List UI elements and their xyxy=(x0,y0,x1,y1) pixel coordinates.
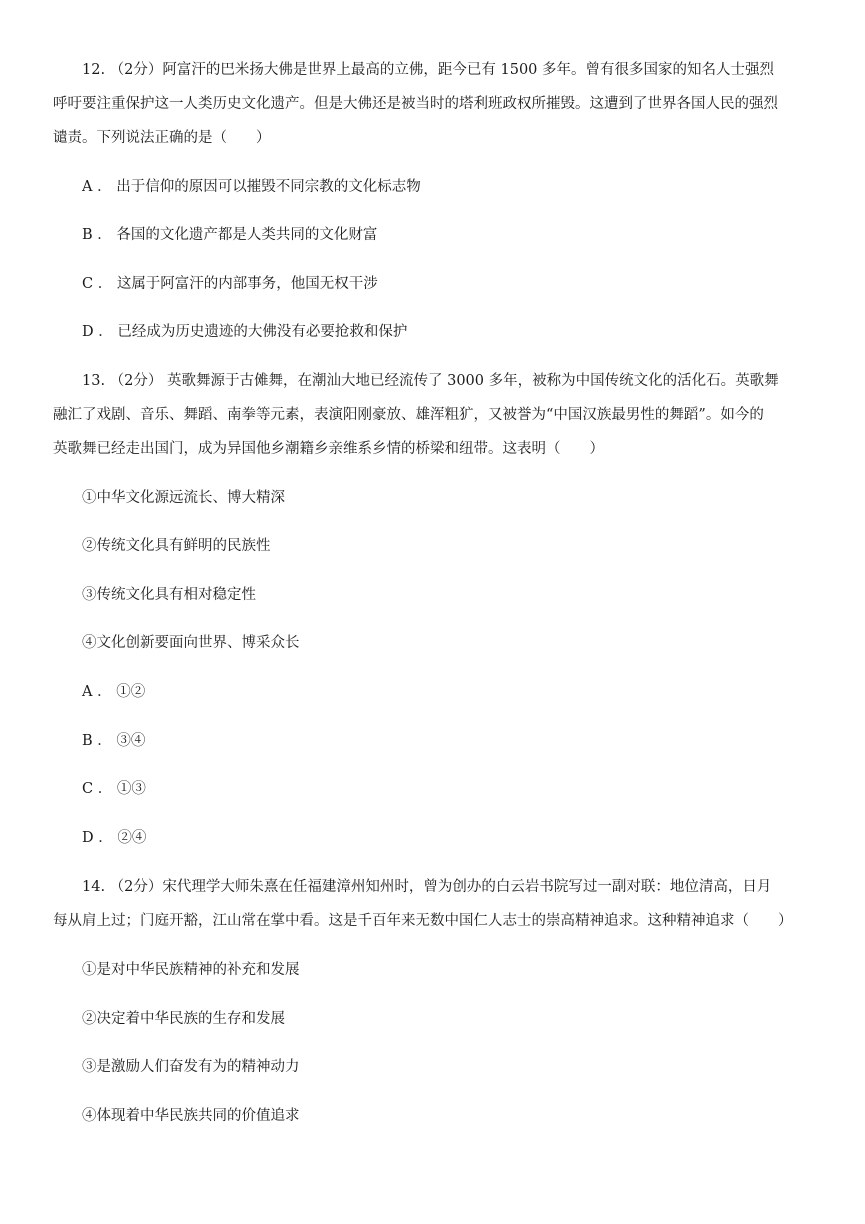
question-13-item-1: ①中华文化源远流长、博大精深 xyxy=(82,490,285,506)
question-13-stem-line-1: 13. （2分） 英歌舞源于古傩舞，在潮汕大地已经流传了 3000 多年，被称为中国传统文化的活化石。英歌舞 xyxy=(82,373,779,389)
question-14-item-2: ②决定着中华民族的生存和发展 xyxy=(82,1011,285,1027)
question-14-item-3: ③是激励人们奋发有为的精神动力 xyxy=(82,1059,300,1075)
question-12-stem-line-3: 谴责。下列说法正确的是（ ） xyxy=(53,130,271,146)
question-14-item-4: ④体现着中华民族共同的价值追求 xyxy=(82,1108,300,1124)
question-13-option-a: A ． ①② xyxy=(82,684,146,700)
question-12-option-a: A ． 出于信仰的原因可以摧毁不同宗教的文化标志物 xyxy=(82,179,421,195)
question-14-stem-line-2: 每从肩上过；门庭开豁，江山常在掌中看。这是千百年来无数中国仁人志士的崇高精神追求。这种精神追求（ ） xyxy=(53,913,793,929)
question-13-item-4: ④文化创新要面向世界、博采众长 xyxy=(82,635,300,651)
question-13-option-c: C ． ①③ xyxy=(82,781,146,797)
question-12-stem-line-1: 12. （2分）阿富汗的巴米扬大佛是世界上最高的立佛，距今已有 1500 多年。曾有很多国家的知名人士强烈 xyxy=(82,62,775,78)
question-13-stem-line-3: 英歌舞已经走出国门，成为异国他乡潮籍乡亲维系乡情的桥梁和纽带。这表明（ ） xyxy=(53,441,604,457)
question-12-option-d: D ． 已经成为历史遗迹的大佛没有必要抢救和保护 xyxy=(82,324,408,340)
question-12-option-b: B ． 各国的文化遗产都是人类共同的文化财富 xyxy=(82,227,378,243)
question-12-stem-line-2: 呼吁要注重保护这一人类历史文化遗产。但是大佛还是被当时的塔利班政权所摧毁。这遭到了世界各国人民的强烈 xyxy=(53,96,778,112)
question-13-option-d: D ． ②④ xyxy=(82,830,147,846)
question-12-option-c: C ． 这属于阿富汗的内部事务，他国无权干涉 xyxy=(82,276,378,292)
question-13-item-3: ③传统文化具有相对稳定性 xyxy=(82,587,256,603)
question-14-item-1: ①是对中华民族精神的补充和发展 xyxy=(82,962,300,978)
question-14-stem-line-1: 14. （2分）宋代理学大师朱熹在任福建漳州知州时，曾为创办的白云岩书院写过一副对联：地位清高，日月 xyxy=(82,879,772,895)
question-13-option-b: B ． ③④ xyxy=(82,733,146,749)
question-13-stem-line-2: 融汇了戏剧、音乐、舞蹈、南拳等元素，表演阳刚豪放、雄浑粗犷，又被誉为“中国汉族最男性的舞蹈”。如今的 xyxy=(53,407,764,423)
question-13-item-2: ②传统文化具有鲜明的民族性 xyxy=(82,538,271,554)
